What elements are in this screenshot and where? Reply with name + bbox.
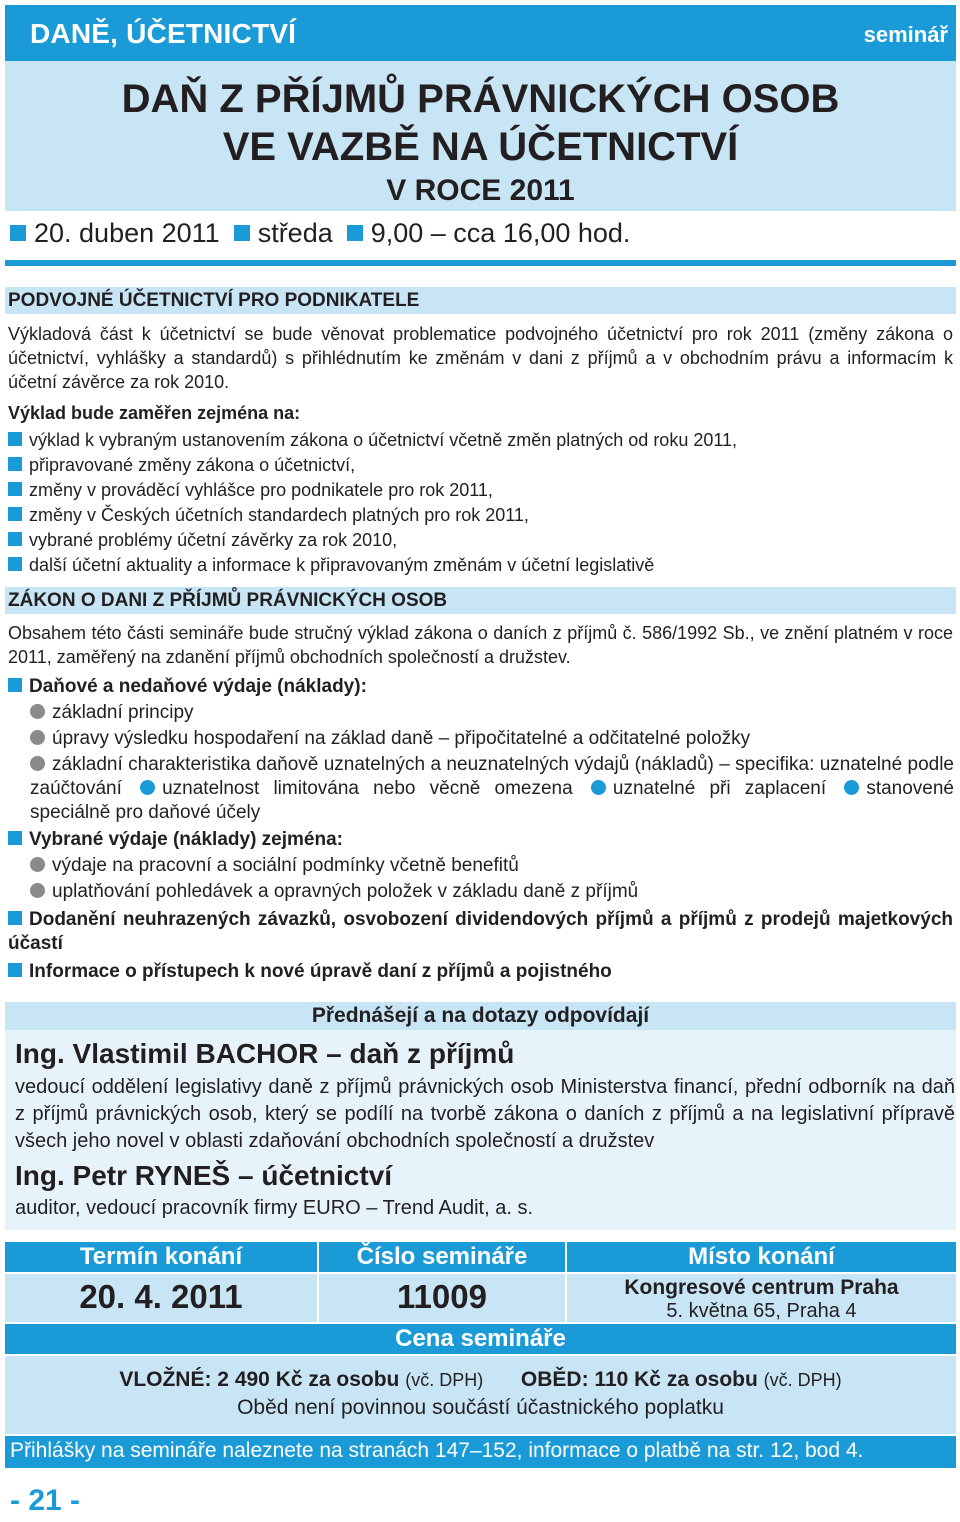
lecturer-2-desc: auditor, vedoucí pracovník firmy EURO – Trend Audit, a. s.	[15, 1197, 534, 1219]
price-line	[5, 1368, 956, 1392]
square-bullet-icon	[8, 507, 22, 521]
lecturer-1-desc: vedoucí oddělení legislativy daně z příjmů právnických osob Ministerstva financí, přední odborník na daň z příjmů právnických osob, který se podílí na tvorbě zákona o daních z příjmů a na legislativní přípravě všech jeho novel v oblasti zdaňování obchodních společností a družstev	[15, 1076, 955, 1152]
event-time: 9,00 – cca 16,00 hod.	[370, 218, 631, 248]
square-bullet-icon	[234, 225, 250, 241]
circle-bullet-icon	[591, 780, 606, 795]
circle-bullet-icon	[30, 756, 45, 771]
list-item: výklad k vybraným ustanovením zákona o účetnictví včetně změn platných od roku 2011,	[8, 428, 737, 452]
col-head-date: Termín konání	[5, 1242, 317, 1272]
fee-label: VLOŽNÉ: 2 490 Kč za osobu	[119, 1368, 400, 1391]
section-1-heading: PODVOJNÉ ÚČETNICTVÍ PRO PODNIKATELE	[5, 287, 956, 314]
square-bullet-icon	[10, 225, 26, 241]
list-item: vybrané problémy účetní závěrky za rok 2010,	[8, 528, 397, 552]
square-bullet-icon	[8, 911, 22, 925]
venue-name: Kongresové centrum Praha	[624, 1276, 899, 1299]
date-line	[10, 218, 630, 249]
circle-bullet-icon	[844, 780, 859, 795]
venue-address: 5. května 65, Praha 4	[666, 1300, 857, 1322]
price-heading: Cena semináře	[5, 1324, 956, 1354]
event-weekday: středa	[257, 218, 333, 248]
sub-item: úpravy výsledku hospodaření na základ daně – připočitatelné a odčitatelné položky	[30, 727, 750, 751]
category-header	[5, 5, 956, 61]
seminar-number: 11009	[319, 1274, 565, 1322]
square-bullet-icon	[8, 532, 22, 546]
circle-bullet-icon	[140, 780, 155, 795]
lunch-info: Oběd není povinnou součástí účastnického poplatku	[237, 1396, 724, 1419]
topic-3: Dodanění neuhrazených závazků, osvobození dividendových příjmů a příjmů z prodejů majetkových účastí	[8, 909, 953, 954]
section-1-focus-label: Výklad bude zaměřen zejména na:	[8, 403, 301, 423]
section-2-heading: ZÁKON O DANI Z PŘÍJMŮ PRÁVNICKÝCH OSOB	[5, 587, 956, 614]
section-2-intro: Obsahem této části semináře bude stručný výklad zákona o daních z příjmů č. 586/1992 Sb., ve znění platném v roce 2011, zaměřený na zdanění příjmů obchodních společností a družstev.	[8, 623, 953, 667]
topic-2: Vybrané výdaje (náklady) zejména:	[8, 828, 343, 852]
circle-bullet-icon	[30, 857, 45, 872]
lecturer-1-name: Ing. Vlastimil BACHOR – daň z příjmů	[15, 1038, 515, 1069]
lecturer-2-name: Ing. Petr RYNEŠ – účetnictví	[15, 1160, 393, 1191]
seminar-date: 20. 4. 2011	[5, 1274, 317, 1322]
price-box	[5, 1356, 956, 1434]
square-bullet-icon	[8, 432, 22, 446]
circle-bullet-icon	[30, 704, 45, 719]
section-1-intro: Výkladová část k účetnictví se bude věnovat problematice podvojného účetnictví pro rok 2011 (změny zákona o účetnictví, vyhlášky a standardů) s přihlédnutím ke změnám v dani z příjmů a v obchodním právu a informacím k účetní závěrce za rok 2010.	[8, 324, 953, 392]
square-bullet-icon	[347, 225, 363, 241]
sub-item: základní principy	[30, 701, 194, 725]
square-bullet-icon	[8, 678, 22, 692]
title-block	[5, 61, 956, 211]
event-type: seminář	[863, 22, 948, 47]
circle-bullet-icon	[30, 730, 45, 745]
category-title: DANĚ, ÚČETNICTVÍ	[30, 18, 297, 49]
list-item: připravované změny zákona o účetnictví,	[8, 453, 355, 477]
seminar-venue	[567, 1274, 956, 1322]
square-bullet-icon	[8, 557, 22, 571]
footer-note: Přihlášky na semináře naleznete na stranách 147–152, informace o platbě na str. 12, bod 4.	[5, 1436, 956, 1468]
topic-1: Daňové a nedaňové výdaje (náklady):	[8, 675, 367, 699]
title-line-2: VE VAZBĚ NA ÚČETNICTVÍ	[222, 125, 739, 169]
sub-item: uplatňování pohledávek a opravných položek v základu daně z příjmů	[30, 880, 638, 904]
lecturers-heading: Přednášejí a na dotazy odpovídají	[5, 1002, 956, 1030]
square-bullet-icon	[8, 482, 22, 496]
list-item: změny v Českých účetních standardech platných pro rok 2011,	[8, 503, 529, 527]
lunch-note: (vč. DPH)	[763, 1370, 842, 1390]
title-line-1: DAŇ Z PŘÍJMŮ PRÁVNICKÝCH OSOB	[121, 77, 840, 121]
list-item: další účetní aktuality a informace k připravovaným změnám v účetní legislativě	[8, 553, 654, 577]
square-bullet-icon	[8, 831, 22, 845]
sub-item: výdaje na pracovní a sociální podmínky včetně benefitů	[30, 854, 519, 878]
sub-item: základní charakteristika daňově uznatelných a neuznatelných výdajů (nákladů) – specifika: uznatelné podle zaúčtování uznatelnost limitována nebo věcně omezena uznatelné při zaplacení stanovené speciálně pro daňové účely	[30, 754, 954, 823]
event-date: 20. duben 2011	[34, 218, 220, 248]
page-number: - 21 -	[10, 1484, 81, 1517]
col-head-venue: Místo konání	[567, 1242, 956, 1272]
fee-note: (vč. DPH)	[405, 1370, 484, 1390]
list-item: změny v prováděcí vyhlášce pro podnikatele pro rok 2011,	[8, 478, 493, 502]
col-head-number: Číslo semináře	[319, 1242, 565, 1272]
topic-4: Informace o přístupech k nové úpravě daní z příjmů a pojistného	[8, 960, 612, 984]
lecturers-box	[5, 1030, 956, 1230]
square-bullet-icon	[8, 457, 22, 471]
square-bullet-icon	[8, 963, 22, 977]
lunch-label: OBĚD: 110 Kč za osobu	[520, 1368, 758, 1391]
circle-bullet-icon	[30, 883, 45, 898]
title-line-3: V ROCE 2011	[386, 174, 575, 207]
divider	[5, 260, 956, 266]
